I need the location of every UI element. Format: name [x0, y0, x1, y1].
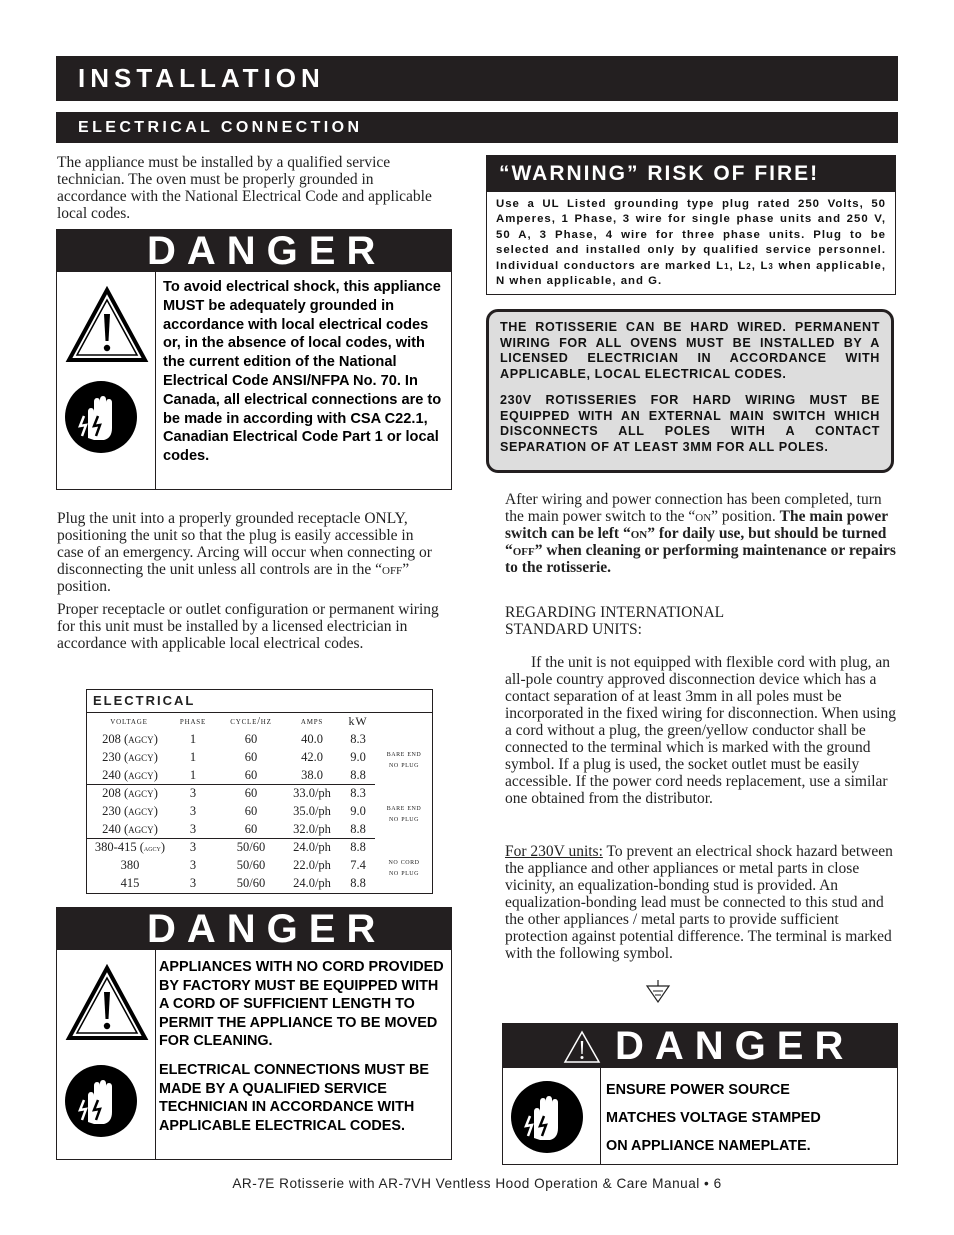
plug-note: no cord no plug [388, 856, 420, 877]
warning-triangle-icon [65, 286, 149, 364]
kw-cell: 9.0 [350, 750, 366, 764]
v230-paragraph [505, 843, 897, 962]
electric-shock-hand-icon [510, 1080, 584, 1154]
kw-cell: 8.3 [350, 732, 366, 746]
amps-cell: 38.0 [301, 768, 323, 782]
v230-label: For 230V units: [505, 843, 603, 860]
danger-box-voltage [502, 1023, 898, 1165]
after-wiring-paragraph: After wiring and power connection has been completed, turn the main power switch to the “on” position. The main power switch can be left “on” for daily use, but should be turned “off” when cleaning or performing maintenance or repairs to the rotisserie. [505, 491, 896, 576]
amps-cell: 42.0 [301, 750, 323, 764]
section-title: ELECTRICAL CONNECTION [56, 112, 898, 143]
kw-cell: 8.8 [350, 840, 366, 854]
electric-shock-hand-icon [64, 1064, 138, 1138]
danger-line-2: MATCHES VOLTAGE STAMPED [606, 1110, 821, 1126]
cycle-cell: 60 [244, 822, 258, 836]
amps-cell: 33.0/ph [293, 786, 331, 800]
voltage-cell: 415 [120, 876, 140, 890]
electrical-table [86, 689, 433, 894]
icon-column [57, 950, 156, 1160]
hard-wiring-notice [486, 309, 894, 473]
equipotential-symbol-icon [645, 980, 671, 1004]
header-cycle: cycle/hz [230, 716, 272, 727]
danger-line-3: ON APPLIANCE NAMEPLATE. [606, 1138, 811, 1154]
amps-cell: 32.0/ph [293, 822, 331, 836]
phase-cell: 3 [189, 804, 197, 818]
header-phase: phase [179, 716, 207, 727]
electric-shock-hand-icon [64, 380, 138, 454]
kw-cell: 8.8 [350, 768, 366, 782]
danger-box-cord [56, 907, 452, 1160]
icon-column [57, 272, 156, 490]
warning-triangle-icon [65, 964, 149, 1042]
kw-cell: 7.4 [350, 858, 366, 872]
plug-note: bare end no plug [386, 748, 422, 769]
voltage-cell: 240 (agcy) [102, 768, 158, 782]
amps-cell: 40.0 [301, 732, 323, 746]
cycle-cell: 60 [244, 786, 258, 800]
group-divider [87, 784, 375, 785]
header-voltage: voltage [110, 716, 148, 727]
phase-cell: 1 [189, 768, 197, 782]
phase-cell: 3 [189, 822, 197, 836]
table-title: ELECTRICAL [93, 693, 196, 708]
kw-cell: 9.0 [350, 804, 366, 818]
danger-heading: DANGER [503, 1024, 897, 1068]
warning-text: Use a UL Listed grounding type plug rated 250 Volts, 50 Amperes, 1 Phase, 3 wire for single phase units and 250 V, 50 A, 3 Phase, 4 wire for three phase units. Plug to be selected and installed only by qualified service personnel. Individual conductors are marked L1, L2, L3 when applicable, N when applicable, and G. [496, 198, 887, 288]
page-footer: AR-7E Rotisserie with AR-7VH Ventless Hood Operation & Care Manual • 6 [232, 1176, 722, 1191]
voltage-cell: 230 (agcy) [102, 804, 158, 818]
voltage-cell: 208 (agcy) [102, 732, 158, 746]
warning-triangle-icon [563, 1030, 601, 1064]
warning-box [486, 155, 896, 295]
page-title: INSTALLATION [56, 56, 898, 101]
plug-note: bare end no plug [386, 802, 422, 823]
kw-cell: 8.8 [350, 876, 366, 890]
hard-wiring-text: THE ROTISSERIE CAN BE HARD WIRED. PERMANENT WIRING FOR ALL OVENS MUST BE INSTALLED BY A LICENSED ELECTRICIAN IN ACCORDANCE WITH APPLICABLE, LOCAL ELECTRICAL CODES. [500, 320, 880, 382]
international-heading-1: REGARDING INTERNATIONAL [505, 604, 725, 621]
danger-text-2: ELECTRICAL CONNECTIONS MUST BE MADE BY A QUALIFIED SERVICE TECHNICIAN IN ACCORDANCE WITH APPLICABLE ELECTRICAL CODES. [159, 1061, 429, 1134]
cycle-cell: 60 [244, 804, 258, 818]
main-switch-text: 230V ROTISSERIES FOR HARD WIRING MUST BE EQUIPPED WITH AN EXTERNAL MAIN SWITCH WHICH DISCONNECTS ALL POLES WITH A CONTACT SEPARATION OF AT LEAST 3MM FOR ALL POLES. [500, 392, 880, 454]
cycle-cell: 50/60 [236, 858, 266, 872]
intro-paragraph: The appliance must be installed by a qualified service technician. The oven must be properly grounded in accordance with the National Electrical Code and applicable local codes. [57, 154, 432, 222]
danger-text [606, 1076, 891, 1160]
phase-cell: 1 [189, 750, 197, 764]
cycle-cell: 60 [244, 732, 258, 746]
danger-box-grounding [56, 229, 452, 490]
amps-cell: 24.0/ph [293, 876, 331, 890]
main-switch-note: The main power switch can be left “on” for daily use, but should be turned “off” when cleaning or performing maintenance or repairs to the rotisserie. [505, 508, 896, 576]
header-amps: amps [300, 716, 324, 727]
receptacle-paragraph: Proper receptacle or outlet configuration or permanent wiring for this unit must be installed by a licensed electrician in accordance with applicable local electrical codes. [57, 601, 439, 652]
voltage-cell: 230 (agcy) [102, 750, 158, 764]
group-divider [87, 838, 375, 839]
voltage-cell: 380 [120, 858, 140, 872]
international-text: If the unit is not equipped with flexible cord with plug, an all-pole country approved disconnection device which has a contact separation of at least 3mm in all poles must be incorporated in the fixed wiring for disconnection. When using a cord without a plug, the green/yellow conductor shall be connected to the terminal which is marked with the ground symbol. If a plug is used, the socket outlet must be easily accessible. If the power cord needs replacement, use a similar one obtained from the distributor. [505, 654, 896, 807]
voltage-cell: 380-415 (agcy) [94, 840, 166, 854]
amps-cell: 24.0/ph [293, 840, 331, 854]
cycle-cell: 60 [244, 768, 258, 782]
header-kw: kW [348, 714, 368, 728]
cycle-cell: 60 [244, 750, 258, 764]
phase-cell: 1 [189, 732, 197, 746]
amps-cell: 35.0/ph [293, 804, 331, 818]
international-heading-2: STANDARD UNITS: [505, 621, 642, 638]
voltage-cell: 208 (agcy) [102, 786, 158, 800]
danger-line-1: ENSURE POWER SOURCE [606, 1082, 790, 1098]
voltage-cell: 240 (agcy) [102, 822, 158, 836]
v230-text: To prevent an electrical shock hazard between the appliance and other appliances or metal parts in close vicinity, an equalization-bonding stud is provided. An equalization-bonding lead must be connected to this stud and the other appliances / metal parts to provide sufficient protection against potential difference. The terminal is marked with the following symbol. [505, 843, 893, 962]
phase-cell: 3 [189, 786, 197, 800]
kw-cell: 8.3 [350, 786, 366, 800]
icon-column [503, 1068, 601, 1165]
cycle-cell: 50/60 [236, 840, 266, 854]
danger-text-1: APPLIANCES WITH NO CORD PROVIDED BY FACTORY MUST BE EQUIPPED WITH A CORD OF SUFFICIENT LENGTH TO PERMIT THE APPLIANCE TO BE MOVED FOR CLEANING. [159, 959, 444, 1050]
danger-heading: DANGER [57, 908, 451, 950]
danger-text [159, 958, 447, 1135]
danger-text: To avoid electrical shock, this appliance MUST be adequately grounded in accordance with local electrical codes or, in the absence of local codes, with the current edition of the National Electrical Code ANSI/NFPA No. 70. In Canada, all electrical connections are to be made in according with CSA C22.1, Canadian Electrical Code Part 1 or local codes. [163, 279, 442, 465]
warning-heading: “WARNING” RISK OF FIRE! [487, 156, 895, 192]
amps-cell: 22.0/ph [293, 858, 331, 872]
cycle-cell: 50/60 [236, 876, 266, 890]
plug-paragraphs [57, 510, 439, 658]
plug-paragraph: Plug the unit into a properly grounded receptacle ONLY, positioning the unit so that the plug is easily accessible in case of an emergency. Arcing will occur when connecting or disconnecting the unit unless all controls are in the “off” position. [57, 510, 432, 595]
danger-heading: DANGER [57, 230, 451, 272]
international-section [505, 604, 897, 807]
phase-cell: 3 [189, 858, 197, 872]
kw-cell: 8.8 [350, 822, 366, 836]
phase-cell: 3 [189, 840, 197, 854]
phase-cell: 3 [189, 876, 197, 890]
